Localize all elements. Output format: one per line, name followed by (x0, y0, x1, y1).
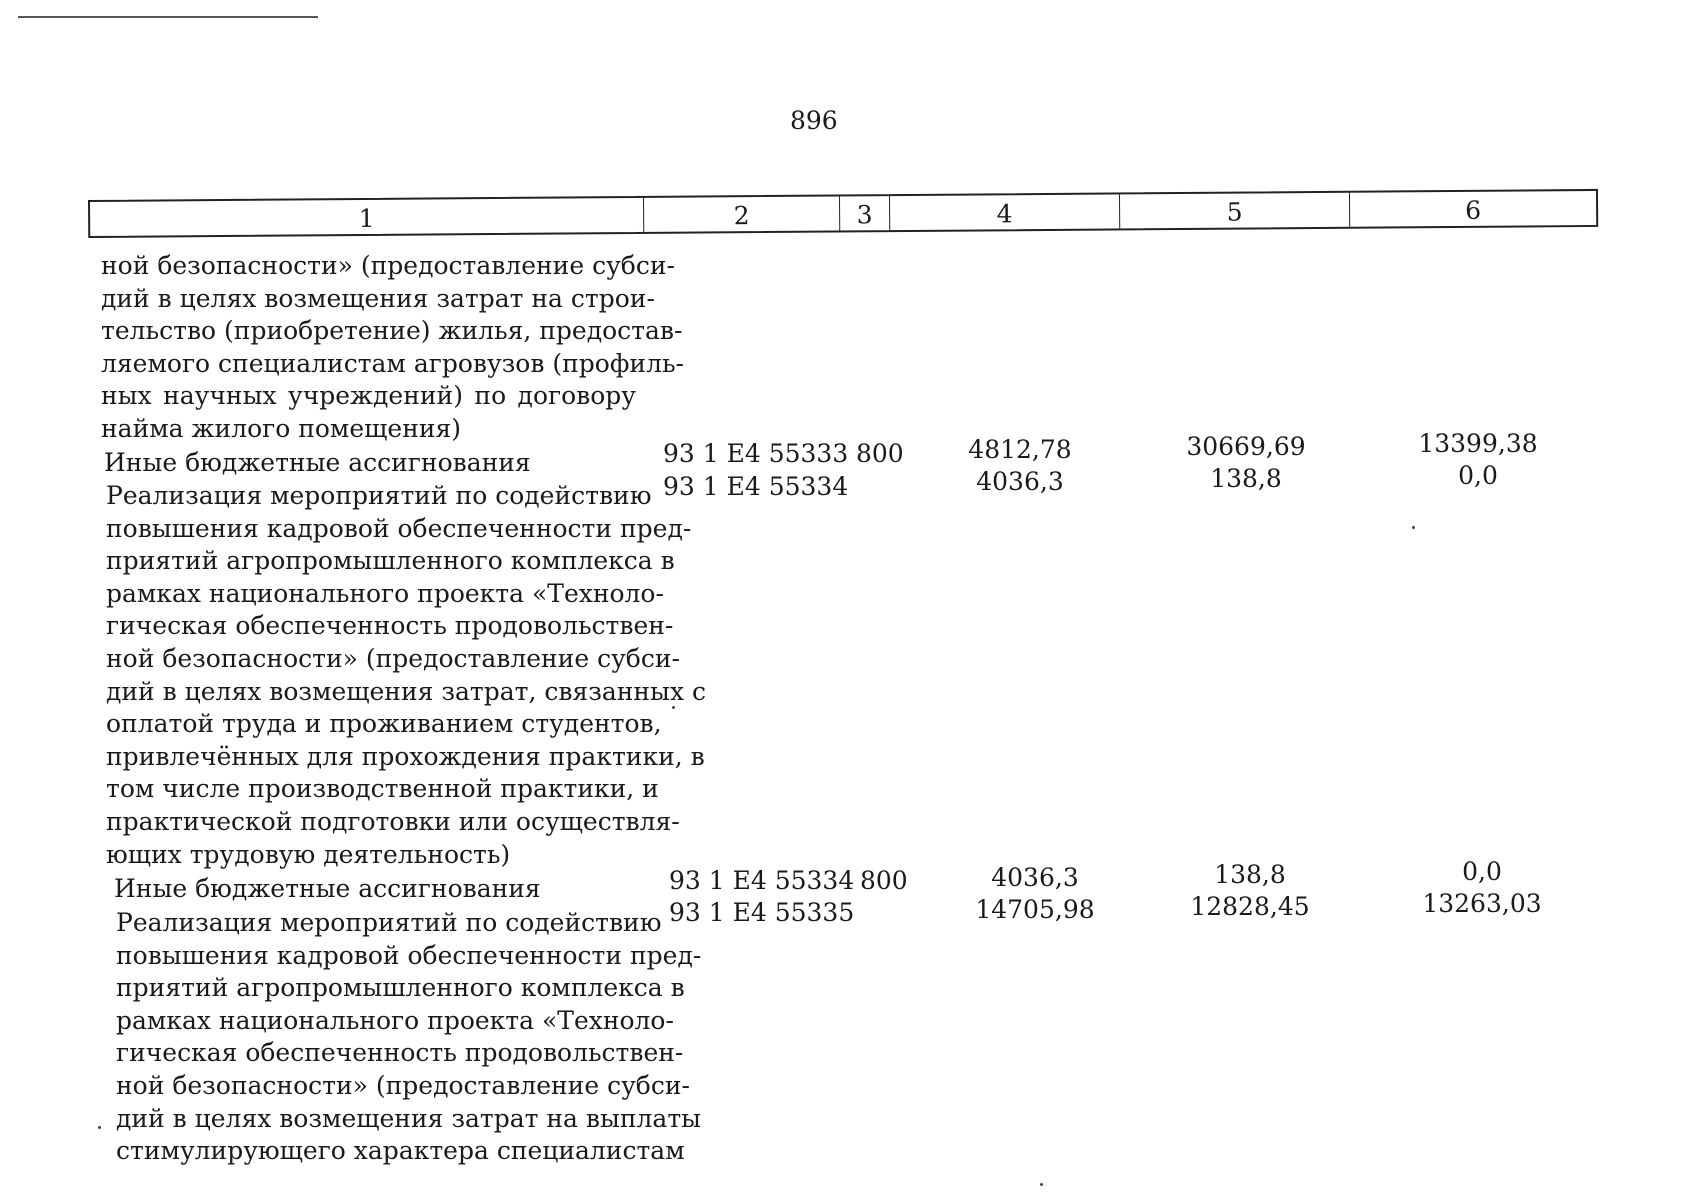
table-header (88, 189, 1598, 238)
description-line: ляемого специалистам агровузов (профиль- (101, 348, 685, 378)
header-col-3: 3 (840, 196, 890, 230)
header-col-5: 5 (1120, 193, 1350, 229)
description-line: найма жилого помещения) (101, 413, 462, 443)
row-description (116, 907, 702, 1168)
description-line: гическая обеспеченность продовольствен- (116, 1038, 684, 1068)
scan-speck (98, 1126, 101, 1129)
description-line: Иные бюджетные ассигнования (104, 448, 531, 477)
value-col-4: 4812,78 (968, 435, 1072, 464)
row-description (114, 873, 649, 906)
description-line: стимулирующего характера специалистам (116, 1136, 685, 1166)
value-col-6: 0,0 (1458, 461, 1498, 490)
scan-speck (672, 706, 675, 709)
description-line: рамках национального проекта «Техноло- (116, 1005, 674, 1035)
header-col-6: 6 (1465, 195, 1482, 225)
value-col-5: 30669,69 (1186, 432, 1306, 461)
row-kind: 800 (860, 866, 908, 895)
description-line: тельство (приобретение) жилья, предостав- (101, 316, 683, 346)
row-kind: 800 (856, 439, 904, 468)
description-line: приятий агропромышленного комплекса в (106, 546, 675, 576)
description-line: ной безопасности» (предоставление субси- (106, 643, 680, 673)
description-line: дий в целях возмещения затрат, связанных с (106, 676, 706, 706)
scan-speck (1412, 526, 1415, 529)
value-col-6: 0,0 (1462, 857, 1502, 886)
description-line: практической подготовки или осуществля- (106, 806, 680, 836)
row-code: 93 1 E4 55334 (669, 866, 855, 895)
value-col-4: 4036,3 (976, 467, 1064, 496)
value-col-4: 14705,98 (975, 895, 1095, 924)
value-col-5: 138,8 (1210, 464, 1282, 493)
description-line: дий в целях возмещения затрат на строи- (101, 283, 655, 313)
description-line: Реализация мероприятий по содействию (106, 481, 652, 510)
description-line: гическая обеспеченность продовольствен- (106, 611, 674, 641)
top-rule (18, 16, 318, 18)
description-line: том числе производственной практики, и (106, 774, 659, 804)
description-line: Иные бюджетные ассигнования (114, 874, 541, 903)
value-col-4: 4036,3 (991, 863, 1079, 892)
value-col-6: 13399,38 (1418, 429, 1538, 458)
description-line: ющих трудовую деятельность) (106, 839, 511, 869)
row-description (101, 250, 685, 446)
description-line: повышения кадровой обеспеченности пред- (106, 513, 692, 543)
row-description (106, 480, 706, 871)
header-col-2: 2 (644, 196, 840, 231)
row-code: 93 1 E4 55335 (669, 898, 855, 927)
description-line: рамках национального проекта «Техноло- (106, 578, 664, 608)
description-line: ной безопасности» (предоставление субси- (101, 251, 675, 280)
value-col-5: 12828,45 (1190, 892, 1310, 921)
header-col-1: 1 (90, 198, 644, 236)
description-line: приятий агропромышленного комплекса в (116, 973, 685, 1003)
page-number: 896 (790, 106, 838, 135)
value-col-5: 138,8 (1214, 860, 1286, 889)
value-col-6: 13263,03 (1422, 889, 1542, 918)
description-line: повышения кадровой обеспеченности пред- (116, 940, 702, 970)
header-col-4: 4 (890, 194, 1120, 230)
description-line: привлечённых для прохождения практики, в (106, 741, 705, 771)
scan-speck (1040, 1183, 1043, 1186)
description-line: ных научных учреждений) по договору (101, 381, 636, 411)
description-line: дий в целях возмещения затрат на выплаты (116, 1103, 702, 1133)
row-code: 93 1 E4 55333 (663, 439, 849, 468)
description-line: Реализация мероприятий по содействию (116, 908, 662, 937)
description-line: ной безопасности» (предоставление субси- (116, 1070, 690, 1100)
row-code: 93 1 E4 55334 (663, 472, 849, 501)
row-description (104, 447, 639, 480)
description-line: оплатой труда и проживанием студентов, (106, 709, 662, 739)
